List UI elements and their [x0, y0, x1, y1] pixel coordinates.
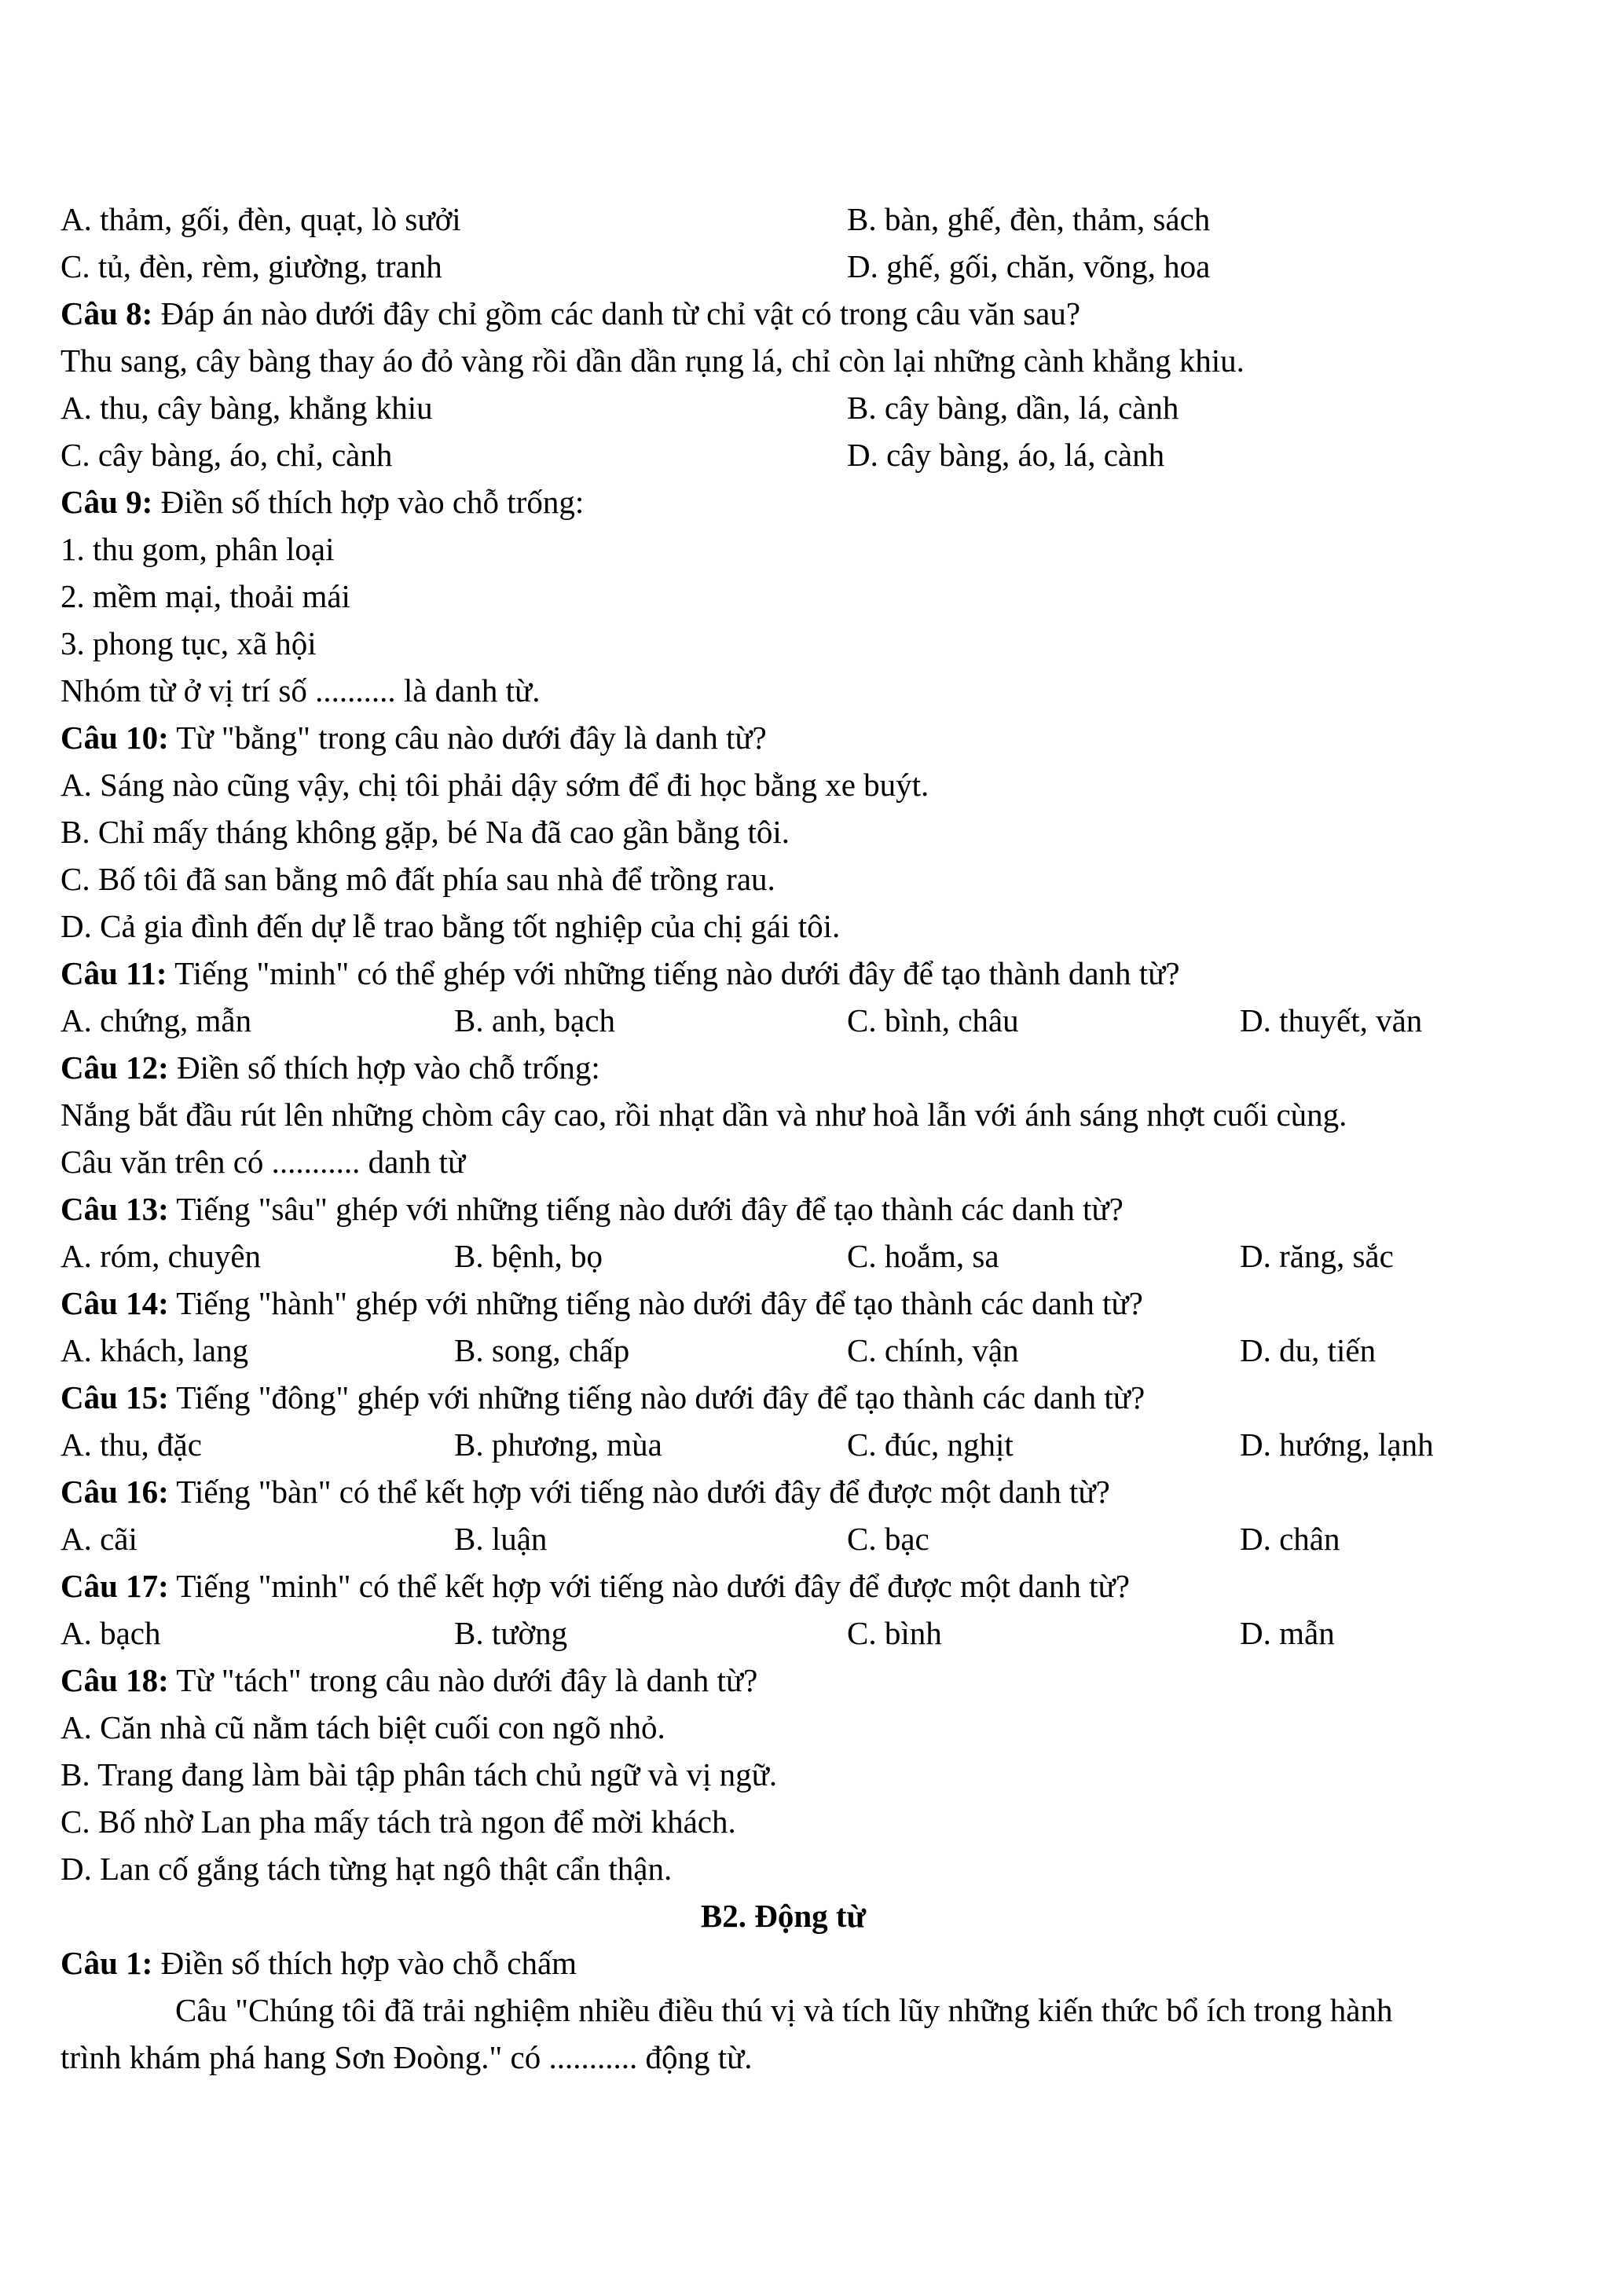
option-a: A. thảm, gối, đèn, quạt, lò sưởi — [60, 201, 461, 237]
option-b: B. song, chấp — [454, 1332, 630, 1368]
section-heading: B2. Động từ — [700, 1898, 867, 1934]
option-a: A. thu, đặc — [60, 1426, 202, 1463]
question-prompt: Nhóm từ ở vị trí số .......... là danh từ. — [60, 672, 541, 709]
question-text: Điền số thích hợp vào chỗ trống: — [168, 1049, 600, 1086]
option-c: C. bình, châu — [847, 1002, 1019, 1038]
question-13 — [60, 1185, 1506, 1232]
option-a: A. khách, lang — [60, 1332, 249, 1368]
option-d: D. Lan cố gắng tách từng hạt ngô thật cẩn thận. — [60, 1851, 673, 1887]
option-d: D. ghế, gối, chăn, võng, hoa — [847, 248, 1211, 284]
option-b: B. Trang đang làm bài tập phân tách chủ ngữ và vị ngữ. — [60, 1756, 778, 1792]
option-row — [60, 997, 1506, 1044]
question-17 — [60, 1562, 1506, 1609]
question-label: Câu 11: — [60, 955, 167, 991]
question-10 — [60, 714, 1506, 761]
option-b: B. tường — [454, 1615, 568, 1651]
option-c: C. Bố tôi đã san bằng mô đất phía sau nhà để trồng rau. — [60, 861, 775, 897]
option-a: A. thu, cây bàng, khẳng khiu — [60, 390, 433, 426]
question-text: Đáp án nào dưới đây chỉ gồm các danh từ chỉ vật có trong câu văn sau? — [152, 295, 1081, 331]
option-c: C. đúc, nghịt — [847, 1426, 1014, 1463]
option-row — [60, 1327, 1506, 1374]
option-b: B. bệnh, bọ — [454, 1238, 603, 1274]
question-label: Câu 18: — [60, 1662, 169, 1698]
question-label: Câu 15: — [60, 1379, 169, 1415]
question-1 — [60, 1939, 1506, 1987]
option-row — [60, 1609, 1506, 1657]
option-a: A. Sáng nào cũng vậy, chị tôi phải dậy sớm để đi học bằng xe buýt. — [60, 767, 929, 803]
option-d: D. hướng, lạnh — [1240, 1426, 1434, 1463]
question-8 — [60, 290, 1506, 337]
question-text: Từ "tách" trong câu nào dưới đây là danh từ? — [168, 1662, 758, 1698]
option-d: D. chân — [1240, 1521, 1340, 1557]
list-item: 1. thu gom, phân loại — [60, 531, 335, 567]
question-text: Điền số thích hợp vào chỗ chấm — [152, 1945, 577, 1981]
question-text: Tiếng "minh" có thể kết hợp với tiếng nào dưới đây để được một danh từ? — [168, 1568, 1130, 1604]
list-item: 2. mềm mại, thoải mái — [60, 578, 350, 614]
question-16 — [60, 1468, 1506, 1515]
option-d: D. răng, sắc — [1240, 1238, 1394, 1274]
option-c: C. chính, vận — [847, 1332, 1019, 1368]
question-14 — [60, 1280, 1506, 1327]
question-11 — [60, 950, 1506, 997]
question-label: Câu 9: — [60, 484, 153, 520]
option-b: B. anh, bạch — [454, 1002, 615, 1038]
option-b: B. luận — [454, 1521, 548, 1557]
question-paragraph: Câu "Chúng tôi đã trải nghiệm nhiều điều thú vị và tích lũy những kiến thức bổ ích trong hành — [175, 1992, 1393, 2028]
question-text: Tiếng "đông" ghép với những tiếng nào dưới đây để tạo thành các danh từ? — [168, 1379, 1146, 1415]
option-a: A. Căn nhà cũ nằm tách biệt cuối con ngõ nhỏ. — [60, 1709, 665, 1745]
question-label: Câu 14: — [60, 1285, 169, 1321]
option-row — [60, 1515, 1506, 1562]
question-text: Tiếng "hành" ghép với những tiếng nào dưới đây để tạo thành các danh từ? — [168, 1285, 1143, 1321]
question-prompt: Câu văn trên có ........... danh từ — [60, 1144, 466, 1180]
question-text: Từ "bằng" trong câu nào dưới đây là danh từ? — [168, 720, 767, 756]
option-b: B. Chỉ mấy tháng không gặp, bé Na đã cao gần bằng tôi. — [60, 814, 790, 850]
option-d: D. mẫn — [1240, 1615, 1335, 1651]
option-a: A. bạch — [60, 1615, 161, 1651]
question-label: Câu 10: — [60, 720, 169, 756]
option-a: A. cãi — [60, 1521, 137, 1557]
option-a: A. chứng, mẫn — [60, 1002, 252, 1038]
question-text: Điền số thích hợp vào chỗ trống: — [152, 484, 585, 520]
question-18 — [60, 1657, 1506, 1704]
option-b: B. phương, mùa — [454, 1426, 662, 1463]
option-row — [60, 1232, 1506, 1280]
option-d: D. cây bàng, áo, lá, cành — [847, 437, 1165, 473]
option-row — [60, 1421, 1506, 1468]
question-text: Tiếng "minh" có thể ghép với những tiếng nào dưới đây để tạo thành danh từ? — [167, 955, 1180, 991]
question-label: Câu 8: — [60, 295, 153, 331]
option-c: C. tủ, đèn, rèm, giường, tranh — [60, 248, 442, 284]
option-row — [60, 384, 1506, 431]
question-label: Câu 13: — [60, 1191, 169, 1227]
option-d: D. Cả gia đình đến dự lễ trao bằng tốt nghiệp của chị gái tôi. — [60, 908, 841, 944]
option-b: B. bàn, ghế, đèn, thảm, sách — [847, 201, 1211, 237]
question-label: Câu 12: — [60, 1049, 169, 1086]
option-b: B. cây bàng, dần, lá, cành — [847, 390, 1179, 426]
option-row — [60, 243, 1506, 290]
option-d: D. du, tiến — [1240, 1332, 1377, 1368]
question-label: Câu 1: — [60, 1945, 153, 1981]
option-c: C. bạc — [847, 1521, 929, 1557]
option-c: C. cây bàng, áo, chỉ, cành — [60, 437, 393, 473]
question-sentence: Nắng bắt đầu rút lên những chòm cây cao, rồi nhạt dần và như hoà lẫn với ánh sáng nhợt cuối cùng. — [60, 1097, 1347, 1133]
question-sentence: Thu sang, cây bàng thay áo đỏ vàng rồi dần dần rụng lá, chỉ còn lại những cành khẳng khiu. — [60, 342, 1245, 379]
option-a: A. róm, chuyên — [60, 1238, 262, 1274]
question-label: Câu 16: — [60, 1474, 169, 1510]
question-paragraph-continued: trình khám phá hang Sơn Đoòng." có ........... động từ. — [60, 2039, 753, 2075]
option-row — [60, 431, 1506, 478]
list-item: 3. phong tục, xã hội — [60, 625, 317, 661]
option-row — [60, 196, 1506, 243]
option-d: D. thuyết, văn — [1240, 1002, 1423, 1038]
question-15 — [60, 1374, 1506, 1421]
option-c: C. Bố nhờ Lan pha mấy tách trà ngon để mời khách. — [60, 1803, 736, 1840]
worksheet-page — [60, 196, 1506, 2081]
question-12 — [60, 1044, 1506, 1091]
question-text: Tiếng "bàn" có thể kết hợp với tiếng nào dưới đây để được một danh từ? — [168, 1474, 1110, 1510]
option-c: C. bình — [847, 1615, 942, 1651]
question-9 — [60, 478, 1506, 525]
question-text: Tiếng "sâu" ghép với những tiếng nào dưới đây để tạo thành các danh từ? — [168, 1191, 1124, 1227]
question-label: Câu 17: — [60, 1568, 169, 1604]
option-c: C. hoắm, sa — [847, 1238, 999, 1274]
